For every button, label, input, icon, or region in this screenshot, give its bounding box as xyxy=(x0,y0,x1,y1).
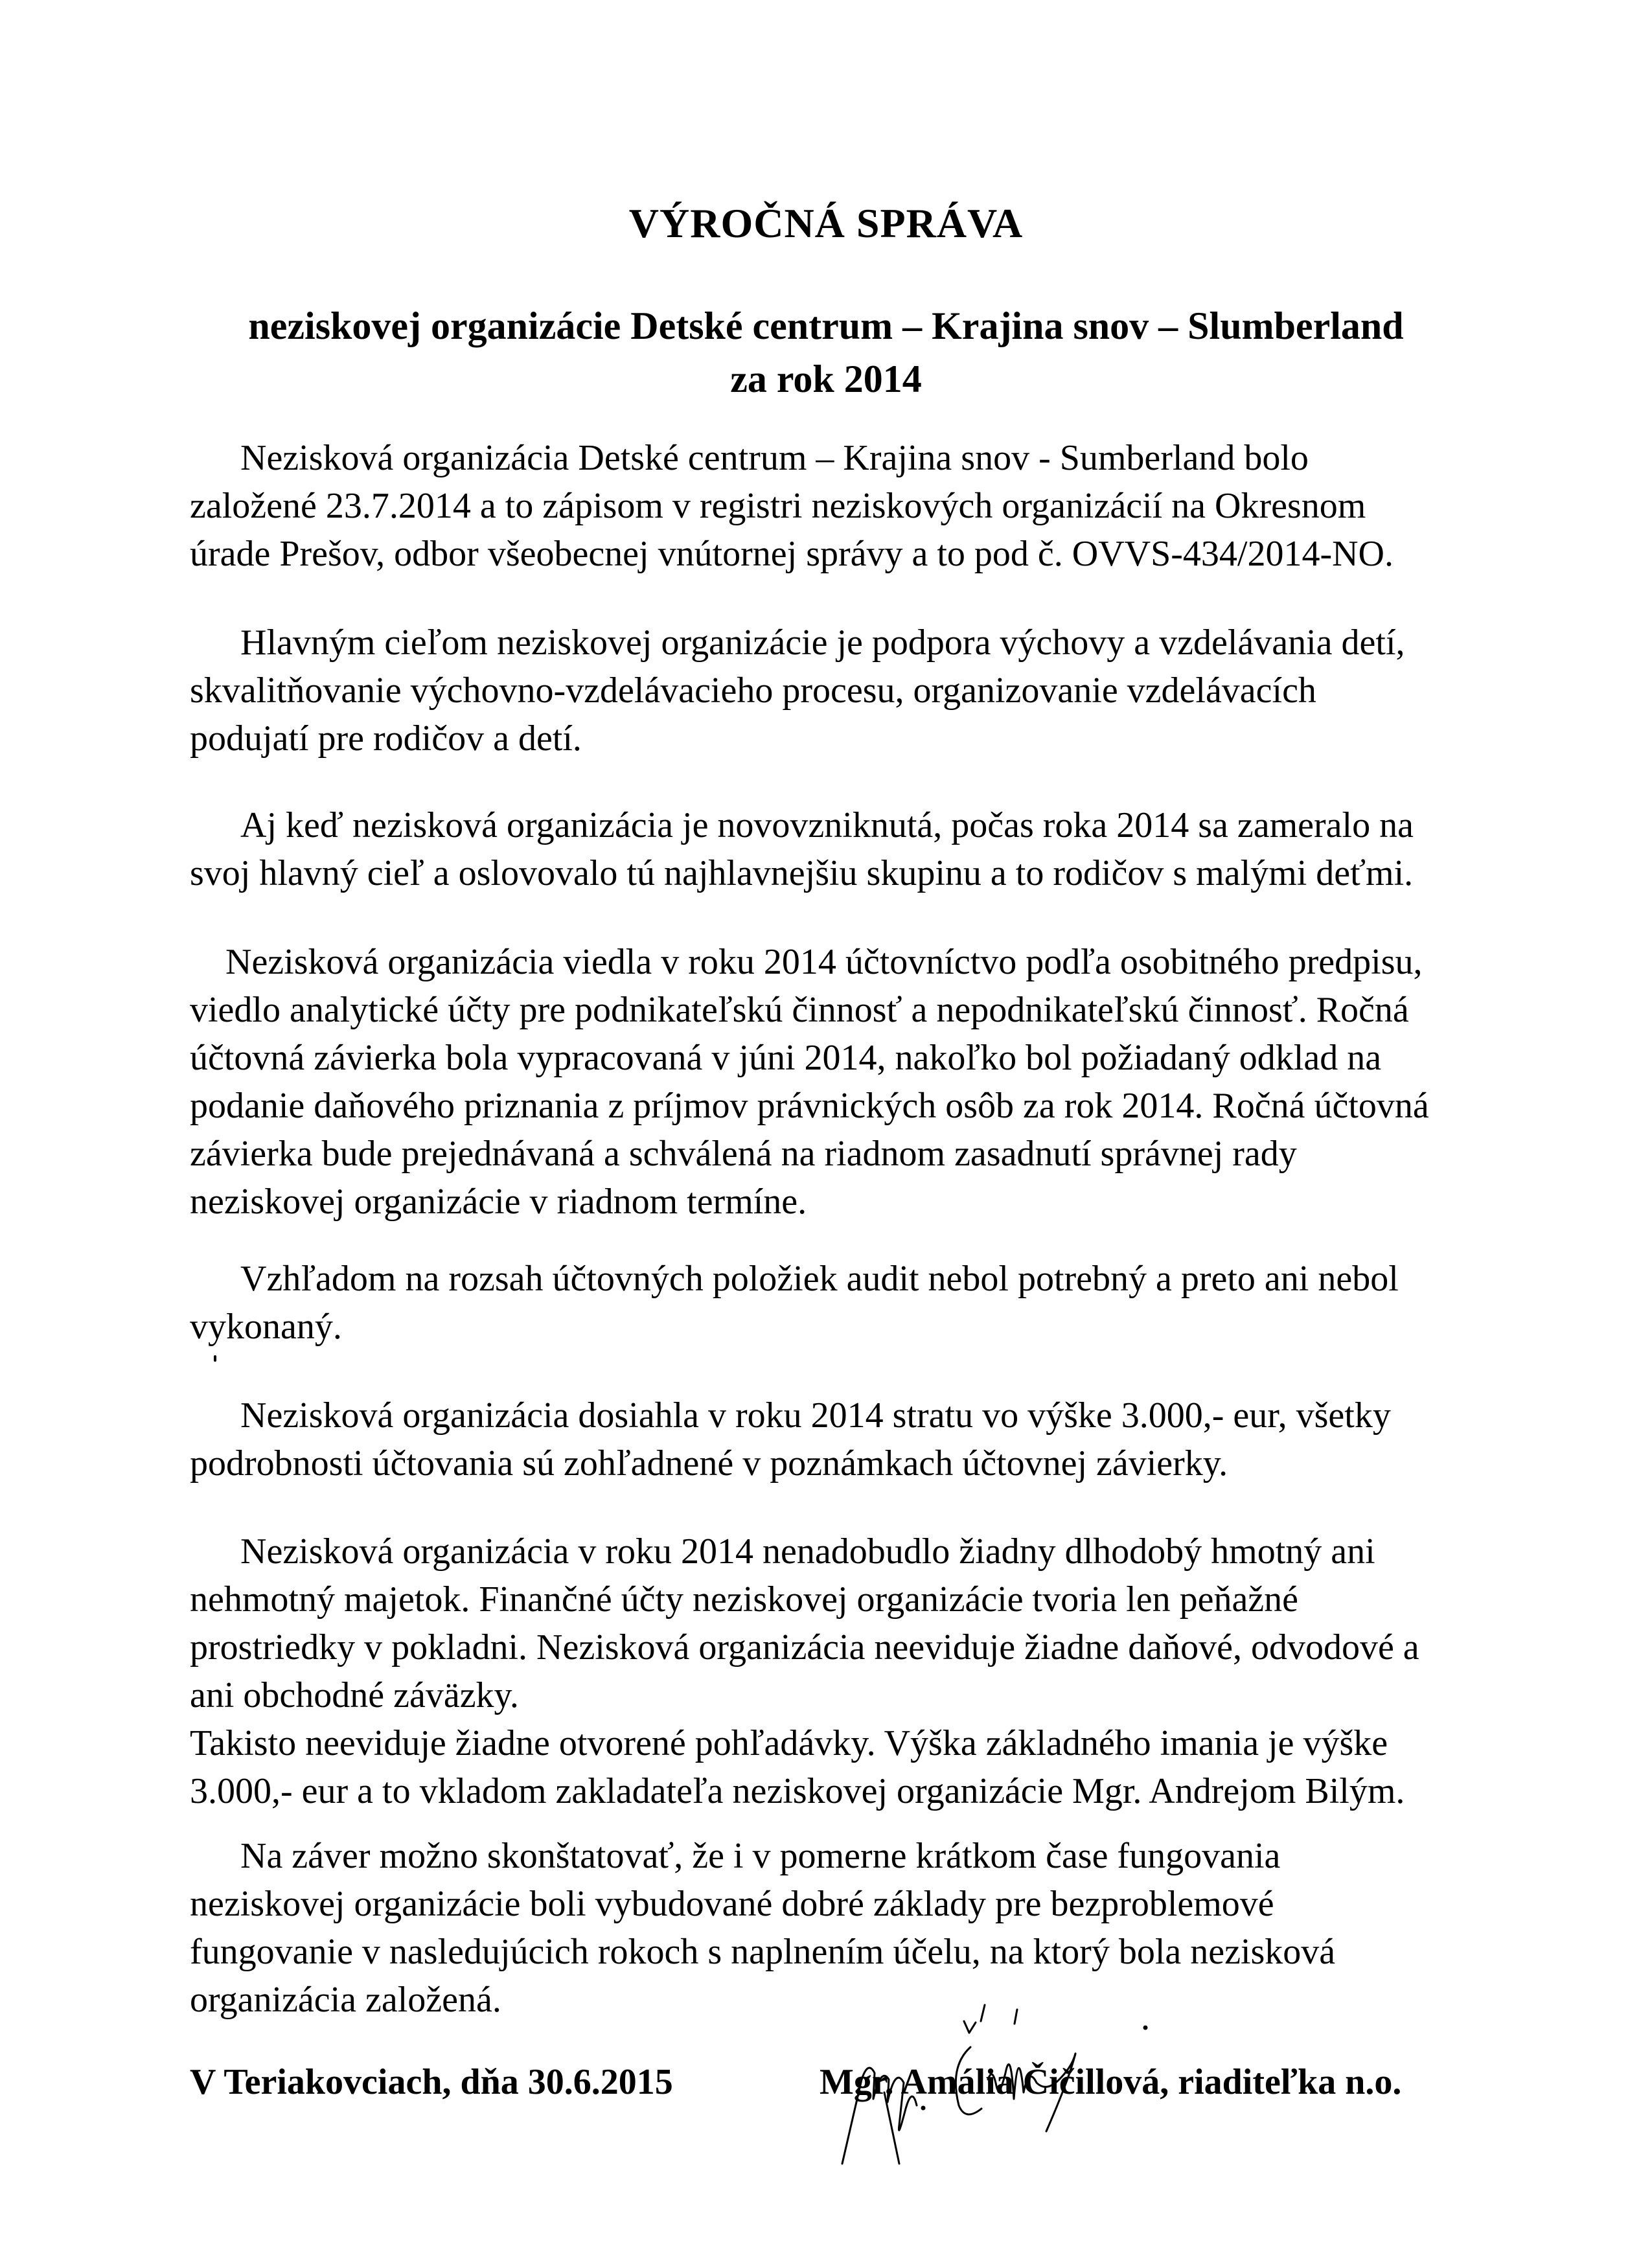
paragraph-line: skvalitňovanie výchovno-vzdelávacieho procesu, organizovanie vzdelávacích xyxy=(190,670,1316,711)
document-title: VÝROČNÁ SPRÁVA xyxy=(628,200,1024,246)
paragraph-line: vykonaný. xyxy=(190,1307,342,1347)
paragraph-line: svoj hlavný cieľ a oslovovalo tú najhlavnejšiu skupinu a to rodičov s malými deťmi. xyxy=(190,853,1414,893)
scan-speck xyxy=(214,1355,216,1362)
paragraph-line: Nezisková organizácia v roku 2014 nenadobudlo žiadny dlhodobý hmotný ani xyxy=(240,1531,1375,1572)
paragraph-line: Nezisková organizácia Detské centrum – Krajina snov - Sumberland bolo xyxy=(240,438,1309,478)
paragraph-line: 3.000,- eur a to vkladom zakladateľa neziskovej organizácie Mgr. Andrejom Bilým. xyxy=(190,1771,1405,1811)
paragraph-line: Takisto neeviduje žiadne otvorené pohľadávky. Výška základného imania je výške xyxy=(190,1723,1388,1763)
paragraph-line: podanie daňového priznania z príjmov právnických osôb za rok 2014. Ročná účtovná xyxy=(190,1086,1429,1126)
paragraph-line: ani obchodné záväzky. xyxy=(190,1675,519,1715)
paragraph-line: Vzhľadom na rozsah účtovných položiek audit nebol potrebný a preto ani nebol xyxy=(240,1259,1399,1299)
paragraph-line: účtovná závierka bola vypracovaná v júni 2014, nakoľko bol požiadaný odklad na xyxy=(190,1038,1382,1078)
paragraph-line: Na záver možno skonštatovať, že i v pomerne krátkom čase fungovania xyxy=(240,1836,1281,1876)
place-and-date: V Teriakovciach, dňa 30.6.2015 xyxy=(190,2062,673,2102)
paragraph-line: Aj keď nezisková organizácia je novovzniknutá, počas roka 2014 sa zameralo na xyxy=(240,805,1414,845)
paragraph-assets xyxy=(190,1528,1486,1815)
paragraph-accounting xyxy=(190,938,1486,1226)
paragraph-target-group xyxy=(190,801,1486,897)
paragraph-line: založené 23.7.2014 a to zápisom v registri neziskových organizácií na Okresnom xyxy=(190,486,1366,526)
paragraph-line: nehmotný majetok. Finančné účty neziskovej organizácie tvoria len peňažné xyxy=(190,1579,1299,1620)
paragraph-registration xyxy=(190,434,1486,578)
paragraph-line: neziskovej organizácie v riadnom termíne. xyxy=(190,1182,807,1222)
paragraph-line: Nezisková organizácia viedla v roku 2014 účtovníctvo podľa osobitného predpisu, xyxy=(225,942,1423,982)
paragraph-conclusion xyxy=(190,1832,1486,2024)
subtitle-line: neziskovej organizácie Detské centrum – Krajina snov – Slumberland xyxy=(248,304,1404,347)
paragraph-line: Nezisková organizácia dosiahla v roku 2014 stratu vo výške 3.000,- eur, všetky xyxy=(240,1395,1391,1436)
paragraph-line: neziskovej organizácie boli vybudované dobré základy pre bezproblemové xyxy=(190,1884,1274,1924)
paragraph-line: prostriedky v pokladni. Nezisková organizácia neeviduje žiadne daňové, odvodové a xyxy=(190,1627,1419,1667)
paragraph-line: viedlo analytické účty pre podnikateľskú činnosť a nepodnikateľskú činnosť. Ročná xyxy=(190,990,1409,1030)
document-subtitle xyxy=(0,299,1652,406)
paragraph-line: organizácia založená. xyxy=(190,1980,501,2020)
paragraph-loss xyxy=(190,1392,1486,1487)
paragraph-line: podujatí pre rodičov a detí. xyxy=(190,718,582,759)
paragraph-main-goal xyxy=(190,619,1486,762)
paragraph-line: podrobnosti účtovania sú zohľadnené v poznámkach účtovnej závierky. xyxy=(190,1443,1228,1483)
paragraph-line: Hlavným cieľom neziskovej organizácie je podpora výchovy a vzdelávania detí, xyxy=(240,623,1405,663)
paragraph-line: závierka bude prejednávaná a schválená na riadnom zasadnutí správnej rady xyxy=(190,1134,1297,1174)
paragraph-audit xyxy=(190,1255,1486,1351)
subtitle-line: za rok 2014 xyxy=(730,358,922,400)
paragraph-line: úrade Prešov, odbor všeobecnej vnútornej správy a to pod č. OVVS-434/2014-NO. xyxy=(190,534,1394,574)
signatory-name: Mgr. Amália Čičillová, riaditeľka n.o. xyxy=(820,2062,1402,2102)
paragraph-line: fungovanie v nasledujúcich rokoch s naplnením účelu, na ktorý bola nezisková xyxy=(190,1932,1336,1972)
